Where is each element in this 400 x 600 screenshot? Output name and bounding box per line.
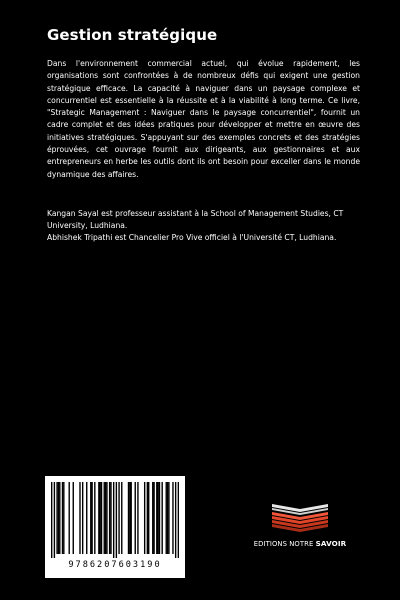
publisher-name-regular: EDITIONS NOTRE (253, 540, 316, 548)
author-bio-line: Kangan Sayal est professeur assistant à la School of Management Studies, CT University, Ludhiana. (47, 209, 344, 230)
barcode-bar (91, 482, 92, 554)
barcode-bar (168, 482, 169, 554)
barcode-bar (175, 482, 176, 558)
barcode-bar (58, 482, 59, 554)
barcode-bars (51, 482, 179, 558)
barcode-bar (101, 482, 102, 554)
barcode-bar (113, 482, 114, 558)
barcode-bar (86, 482, 87, 554)
barcode-bar (128, 482, 129, 554)
barcode (45, 476, 185, 578)
barcode-bar (135, 482, 136, 554)
barcode-bar (105, 482, 106, 554)
barcode-bar (153, 482, 154, 554)
barcode-bar (69, 482, 70, 554)
barcode-bar (178, 482, 179, 558)
barcode-bar (98, 482, 99, 554)
barcode-bar (147, 482, 148, 554)
barcode-bar (104, 482, 105, 554)
barcode-bar (56, 482, 57, 554)
barcode-bar (59, 482, 60, 554)
author-bio (47, 208, 367, 244)
barcode-bar (82, 482, 83, 554)
barcode-bar (63, 482, 64, 554)
barcode-bar (157, 482, 158, 554)
barcode-bar (148, 482, 149, 554)
barcode-bar (62, 482, 63, 554)
barcode-bar (109, 482, 110, 554)
barcode-bar (73, 482, 74, 554)
barcode-bar (110, 482, 111, 554)
barcode-bar (172, 482, 173, 554)
barcode-bar (137, 482, 138, 554)
publisher-name-bold: SAVOIR (315, 539, 347, 548)
barcode-bar (90, 482, 91, 554)
isbn-number: 9786207603190 (68, 560, 162, 570)
barcode-bar (144, 482, 145, 554)
barcode-bar (161, 482, 162, 554)
barcode-bar (54, 482, 55, 558)
barcode-bar (106, 482, 107, 554)
barcode-bar (51, 482, 52, 558)
barcode-bar (130, 482, 131, 554)
barcode-bar (94, 482, 95, 554)
barcode-bar (152, 482, 153, 554)
barcode-bar (129, 482, 130, 554)
barcode-bar (167, 482, 168, 554)
book-title: Gestion stratégique (47, 26, 218, 44)
publisher-name (252, 539, 348, 548)
barcode-bar (156, 482, 157, 554)
author-bio-line: Abhishek Tripathi est Chancelier Pro Vive officiel à l'Université CT, Ludhiana. (47, 233, 337, 242)
book-description: Dans l'environnement commercial actuel, qui évolue rapidement, les organisations sont confrontées à de nombreux défis qui exigent une gestion stratégique efficace. La capacité à naviguer dans un paysage complexe et concurrentiel est essentielle à la réussite et à la viabilité à long terme. Ce livre, "Strategic Management : Naviguer dans le paysage concurrentiel", fournit un cadre complet et des idées pratiques pour développer et mettre en œuvre des initiatives stratégiques. S'appuyant sur des exemples concrets et des stratégies éprouvées, cet ouvrage fournit aux dirigeants, aux gestionnaires et aux entrepreneurs en herbe les outils dont ils ont besoin pour exceller dans le monde dynamique des affaires. (47, 59, 360, 179)
barcode-bar (116, 482, 117, 558)
barcode-bar (166, 482, 167, 554)
publisher-block (252, 500, 348, 552)
barcode-bar (121, 482, 122, 554)
barcode-bar (118, 482, 119, 554)
barcode-bar (79, 482, 80, 554)
open-book-logo-icon (262, 500, 338, 536)
barcode-bar (100, 482, 101, 554)
barcode-bar (159, 482, 160, 554)
